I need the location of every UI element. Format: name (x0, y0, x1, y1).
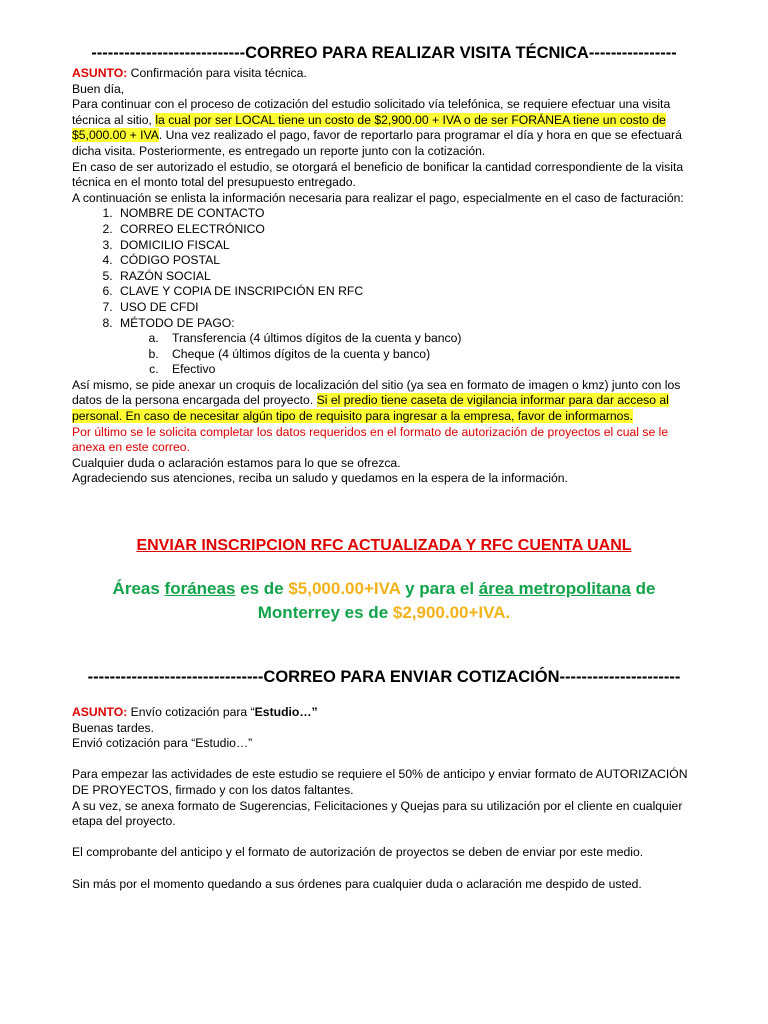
list-item-label: MÉTODO DE PAGO: (120, 315, 235, 330)
cotizacion-email-body (72, 705, 696, 892)
sublist-item: a. Transferencia (4 últimos dígitos de la cuenta y banco) (162, 331, 696, 347)
price-text: Áreas (112, 579, 165, 598)
visita-paragraph-2: En caso de ser autorizado el estudio, se otorgará el beneficio de bonificar la cantidad correspondiente de la visita técnica en el monto total del presupuesto entregado. (72, 159, 684, 190)
visita-paragraph-3: A continuación se enlista la información necesaria para realizar el pago, especialmente en el caso de facturación: (72, 190, 684, 205)
area-metro-text: área metropolitana (478, 579, 631, 598)
p1-text: Para continuar con el proceso de cotización del estudio solicitado vía telefónica, se requiere efectuar una visita técnica al sitio, (72, 97, 671, 127)
visita-section-title: ----------------------------CORREO PARA REALIZAR VISITA TÉCNICA---------------- (91, 44, 677, 62)
p1-text-end: . Una vez realizado el pago, favor de reportarlo para programar el día y hora en que se efectuará dicha visita. Posteriormente, es entregado un reporte junto con la cotización. (72, 128, 682, 158)
asunto-label: ASUNTO: (72, 66, 128, 80)
list-item: 4. CÓDIGO POSTAL (116, 253, 696, 269)
price-line-2 (0, 601, 768, 625)
visita-paragraph-6: Cualquier duda o aclaración estamos para lo que se ofrezca. (72, 455, 401, 470)
list-item: 2. CORREO ELECTRÓNICO (116, 222, 696, 238)
visita-email-body (72, 66, 696, 487)
list-item: 5. RAZÓN SOCIAL (116, 269, 696, 285)
access-highlight: Si el predio tiene caseta de vigilancia informar para dar acceso al personal. En caso de necesitar algún tipo de requisito para ingresar a la empresa, favor de informarnos. (72, 393, 669, 424)
payment-info-list (72, 206, 696, 378)
asunto-text: Envío cotización para “ (127, 705, 255, 719)
asunto-label: ASUNTO: (72, 705, 128, 719)
rfc-notice: ENVIAR INSCRIPCION RFC ACTUALIZADA Y RFC CUENTA UANL (136, 537, 632, 554)
list-item: 3. DOMICILIO FISCAL (116, 238, 696, 254)
list-item-payment-method (116, 316, 696, 378)
foraneas-text: foráneas (164, 579, 236, 598)
list-item: 7. USO DE CFDI (116, 300, 696, 316)
visita-paragraph-5-red: Por último se le solicita completar los datos requeridos en el formato de autorización de proyectos el cual se le anexa en este correo. (72, 424, 669, 455)
list-item: 1. NOMBRE DE CONTACTO (116, 206, 696, 222)
cotizacion-paragraph-3: El comprobante del anticipo y el formato de autorización de proyectos se deben de enviar por este medio. (72, 845, 644, 860)
visita-paragraph-1 (72, 97, 696, 159)
sublist-item: c. Efectivo (162, 362, 696, 378)
list-item: 6. CLAVE Y COPIA DE INSCRIPCIÓN EN RFC (116, 284, 696, 300)
visita-paragraph-4 (72, 378, 696, 425)
asunto-bold-text: Estudio…” (254, 705, 318, 719)
visita-asunto (72, 66, 696, 82)
price-line-1 (0, 577, 768, 601)
p4-text: Así mismo, se pide anexar un croquis de localización del sitio (ya sea en formato de imagen o kmz) junto con los datos de la persona encargada del proyecto. (72, 377, 681, 408)
sublist-item: b. Cheque (4 últimos dígitos de la cuenta y banco) (162, 347, 696, 363)
price-text: de (630, 579, 656, 598)
visita-greeting: Buen día, (72, 81, 125, 96)
cotizacion-line-2: Envió cotización para “Estudio…” (72, 736, 253, 751)
price-foranea: $5,000.00+IVA (288, 579, 401, 598)
price-local: $2,900.00+IVA. (392, 603, 511, 622)
visita-paragraph-7: Agradeciendo sus atenciones, reciba un saludo y quedamos en la espera de la información. (72, 471, 568, 486)
price-text: y para el (400, 579, 479, 598)
asunto-text: Confirmación para visita técnica. (127, 66, 307, 80)
payment-method-sublist (120, 331, 696, 378)
price-text: Monterrey es de (257, 603, 393, 622)
price-text: es de (235, 579, 289, 598)
cotizacion-greeting: Buenas tardes. (72, 720, 154, 735)
price-summary (0, 577, 768, 625)
cotizacion-paragraph-1: Para empezar las actividades de este estudio se requiere el 50% de anticipo y enviar formato de AUTORIZACIÓN DE PROYECTOS, firmado y con los datos faltantes. (72, 767, 688, 797)
cotizacion-section-title: --------------------------------CORREO PARA ENVIAR COTIZACIÓN---------------------- (87, 668, 681, 686)
cotizacion-asunto (72, 705, 696, 721)
cotizacion-paragraph-4: Sin más por el momento quedando a sus órdenes para cualquier duda o aclaración me despido de usted. (72, 876, 642, 891)
cost-highlight: la cual por ser LOCAL tiene un costo de $2,900.00 + IVA o de ser FORÁNEA tiene un costo de $5,000.00 + IVA (72, 112, 666, 143)
cotizacion-paragraph-2: A su vez, se anexa formato de Sugerencias, Felicitaciones y Quejas para su utilización por el cliente en cualquier etapa del proyecto. (72, 798, 683, 829)
